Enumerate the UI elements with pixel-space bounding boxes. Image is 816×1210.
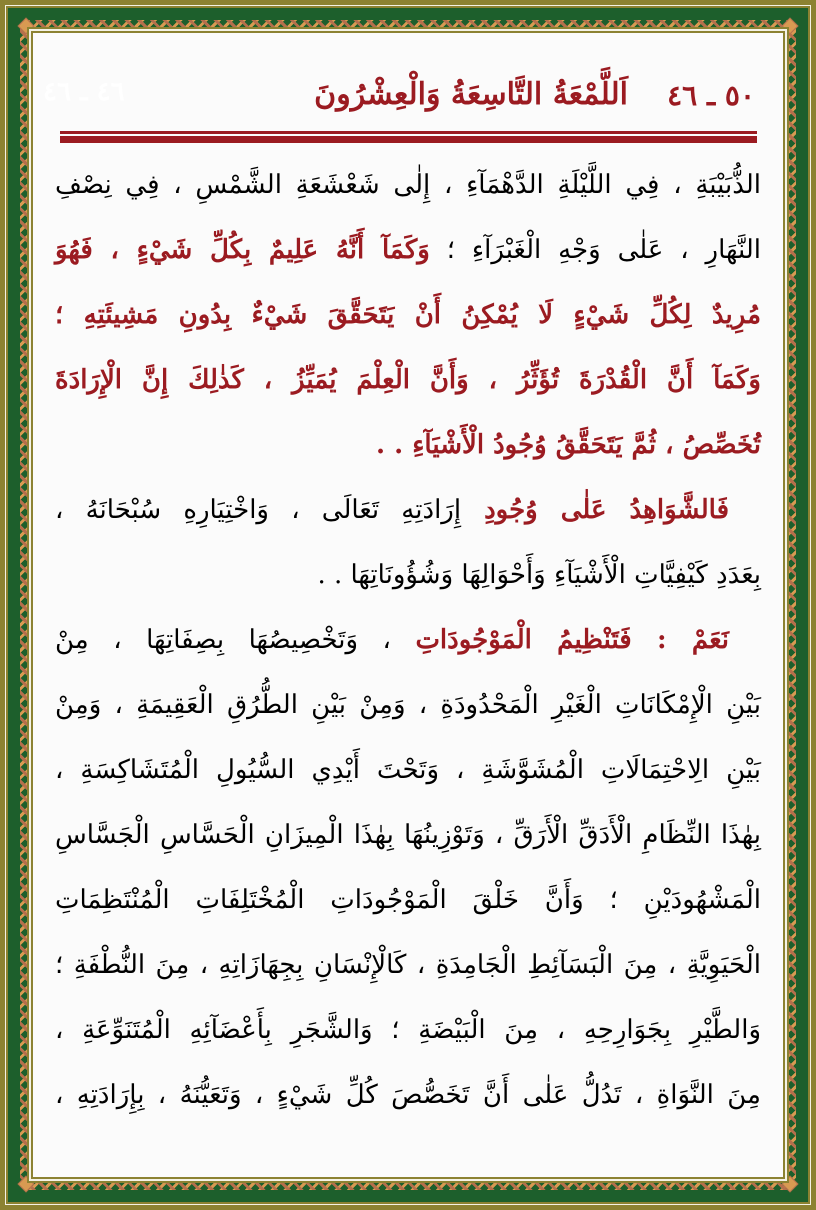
text-segment: مِنَ النَّوَاةِ ، تَدُلُّ عَلٰى أَنَّ تَخَصُّصَ كُلِّ شَيْءٍ ، وَتَعَيُّنَهُ ، بِإِرَادَتِهِ ، (55, 1080, 761, 1110)
highlighted-text: نَعَمْ : فَتَنْظِيمُ الْمَوْجُودَاتِ (415, 625, 729, 655)
text-segment: الْحَيَوِيَّةِ ، مِنَ الْبَسَآئِطِ الْجَامِدَةِ ، كَالْإِنْسَانِ بِجِهَازَاتِهِ ، مِنَ النُّطْفَةِ ؛ (55, 950, 761, 980)
highlighted-text: مُرِيدٌ لِكُلِّ شَيْءٍ لَا يُمْكِنُ أَنْ يَتَحَقَّقَ شَيْءٌ بِدُونِ مَشِيئَتِهِ ؛ (55, 300, 761, 330)
text-line (55, 478, 761, 543)
text-line (55, 738, 761, 803)
header-rule-thin (60, 131, 757, 134)
text-line (55, 348, 761, 413)
body-text (55, 153, 761, 1128)
text-segment: ، وَتَخْصِيصُهَا بِصِفَاتِهَا ، مِنْ (55, 625, 416, 655)
text-segment: الذُّبَيْبَةِ ، فِي اللَّيْلَةِ الدَّهْمَآءِ ، إِلٰى شَعْشَعَةِ الشَّمْسِ ، فِي نِصْفِ (55, 170, 761, 200)
header-rule-thick (60, 136, 757, 143)
text-segment: بِهٰذَا النِّظَامِ الْأَدَقِّ الْأَرَقِّ ، وَتَوْزِينُهَا بِهٰذَا الْمِيزَانِ الْحَسَّاسِ الْجَسَّاسِ (55, 820, 761, 850)
page-range: ٥٠ ـ ٤٦ (667, 79, 755, 112)
text-line (55, 998, 761, 1063)
text-line (55, 933, 761, 998)
text-segment: الْمَشْهُودَيْنِ ؛ وَأَنَّ خَلْقَ الْمَوْجُودَاتِ الْمُخْتَلِفَاتِ الْمُنْتَظِمَاتِ (55, 885, 761, 915)
highlighted-text: تُخَصِّصُ ، ثُمَّ يَتَحَقَّقُ وُجُودُ الْأَشْيَآءِ . . (376, 430, 761, 460)
page-content (33, 33, 783, 1177)
text-line (55, 283, 761, 348)
text-line (55, 218, 761, 283)
text-line (55, 868, 761, 933)
text-line (55, 543, 761, 608)
text-segment: بَيْنِ الِاحْتِمَالَاتِ الْمُشَوَّشَةِ ، وَتَحْتَ أَيْدِي السُّيُولِ الْمُتَشَاكِسَةِ ، (55, 755, 761, 785)
text-line (55, 153, 761, 218)
highlighted-text: وَكَمَآ أَنَّ الْقُدْرَةَ تُؤَثِّرُ ، وَأَنَّ الْعِلْمَ يُمَيِّزُ ، كَذٰلِكَ إِنَّ الْإِرَادَةَ (55, 365, 761, 395)
text-segment: النَّهَارِ ، عَلٰى وَجْهِ الْغَبْرَآءِ ؛ (429, 235, 761, 265)
chapter-title: اَللَّمْعَةُ التَّاسِعَةُ وَالْعِشْرُونَ (314, 77, 628, 112)
text-line (55, 608, 761, 673)
text-line (55, 413, 761, 478)
text-line (55, 1063, 761, 1128)
highlighted-text: وَكَمَآ أَنَّهُ عَلِيمٌ بِكُلِّ شَيْءٍ ، فَهُوَ (55, 235, 430, 265)
text-segment: وَالطَّيْرِ بِجَوَارِحِهِ ، مِنَ الْبَيْضَةِ ؛ وَالشَّجَرِ بِأَعْضَآئِهِ الْمُتَنَوِّعَةِ ، (55, 1015, 761, 1045)
text-segment: بِعَدَدِ كَيْفِيَّاتِ الْأَشْيَآءِ وَأَحْوَالِهَا وَشُؤُونَاتِهَا . . (317, 560, 761, 590)
text-segment: بَيْنِ الْإِمْكَانَاتِ الْغَيْرِ الْمَحْدُودَةِ ، وَمِنْ بَيْنِ الطُّرُقِ الْعَقِيمَةِ ، وَمِنْ (55, 690, 761, 720)
highlighted-text: فَالشَّوَاهِدُ عَلٰى وُجُودِ (461, 495, 729, 525)
page-header (33, 77, 783, 127)
text-line (55, 803, 761, 868)
ghost-page-range: ٤٦ ـ ٤٦ (43, 77, 125, 107)
text-segment: إِرَادَتِهِ تَعَالَى ، وَاخْتِيَارِهِ سُبْحَانَهُ ، (55, 495, 462, 525)
text-line (55, 673, 761, 738)
